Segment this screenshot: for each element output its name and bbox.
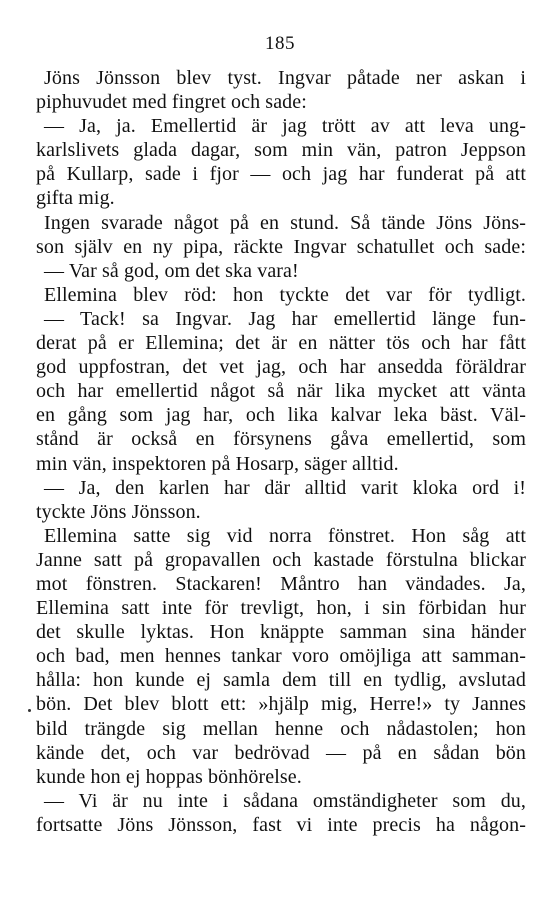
text-line: Ellemina blev röd: hon tyckte det var för tydligt.	[44, 283, 526, 306]
text-line: fortsatte Jöns Jönsson, fast vi inte precis ha någon-	[36, 813, 526, 836]
text-line: son själv en ny pipa, räckte Ingvar schatullet och sade:	[36, 235, 526, 258]
page-number: 185	[265, 33, 295, 54]
text-line: mot fönstren. Stackaren! Måntro han vändades. Ja,	[36, 572, 526, 595]
text-line: kände det, och var bedrövad — på en sådan bön	[36, 741, 526, 764]
text-line: piphuvudet med fingret och sade:	[36, 91, 307, 114]
text-line: — Var så god, om det ska vara!	[44, 259, 299, 282]
text-line: karlslivets glada dagar, som min vän, patron Jeppson	[36, 139, 526, 162]
body-text	[36, 66, 526, 837]
text-line: kunde hon ej hoppas bönhörelse.	[36, 765, 302, 788]
text-line: — Tack! sa Ingvar. Jag har emellertid länge fun-	[44, 307, 526, 330]
text-line: god uppfostran, det vet jag, och har ansedda föräldrar	[36, 356, 526, 379]
text-line: hålla: hon kunde ej samla dem till en tydlig, avslutad	[36, 669, 526, 692]
text-line: min vän, inspektoren på Hosarp, säger alltid.	[36, 452, 399, 475]
text-line: Ingen svarade något på en stund. Så tände Jöns Jöns-	[44, 211, 526, 234]
text-line: och bad, men hennes tankar voro omöjliga att samman-	[36, 645, 526, 668]
text-line: derat på er Ellemina; det är en nätter tös och har fått	[36, 332, 526, 355]
text-line: och har emellertid något så när lika mycket att vänta	[36, 380, 526, 403]
text-line: det skulle lyktas. Hon knäppte samman sina händer	[36, 621, 526, 644]
text-line: bön. Det blev blott ett: »hjälp mig, Herre!» ty Jannes	[36, 693, 526, 716]
text-line: — Vi är nu inte i sådana omständigheter som du,	[44, 789, 526, 812]
text-line: stånd är också en försynens gåva emellertid, som	[36, 428, 526, 451]
text-line: Ellemina satt inte för trevligt, hon, i sin förbidan hur	[36, 597, 526, 620]
text-line: Janne satt på gropavallen och kastade förstulna blickar	[36, 548, 526, 571]
text-line: — Ja, den karlen har där alltid varit kloka ord i!	[44, 476, 526, 499]
text-line: Ellemina satte sig vid norra fönstret. Hon såg att	[44, 524, 526, 547]
text-line: tyckte Jöns Jönsson.	[36, 500, 201, 523]
text-line: gifta mig.	[36, 187, 115, 210]
text-line: en gång som jag har, och lika kalvar leka bäst. Väl-	[36, 404, 526, 427]
text-line: på Kullarp, sade i fjor — och jag har funderat på att	[36, 163, 526, 186]
text-line: Jöns Jönsson blev tyst. Ingvar påtade ner askan i	[44, 67, 526, 89]
ink-speck	[28, 709, 31, 712]
text-line: bild trängde sig mellan henne och nådastolen; hon	[36, 717, 526, 740]
text-line: — Ja, ja. Emellertid är jag trött av att leva ung-	[44, 115, 526, 138]
